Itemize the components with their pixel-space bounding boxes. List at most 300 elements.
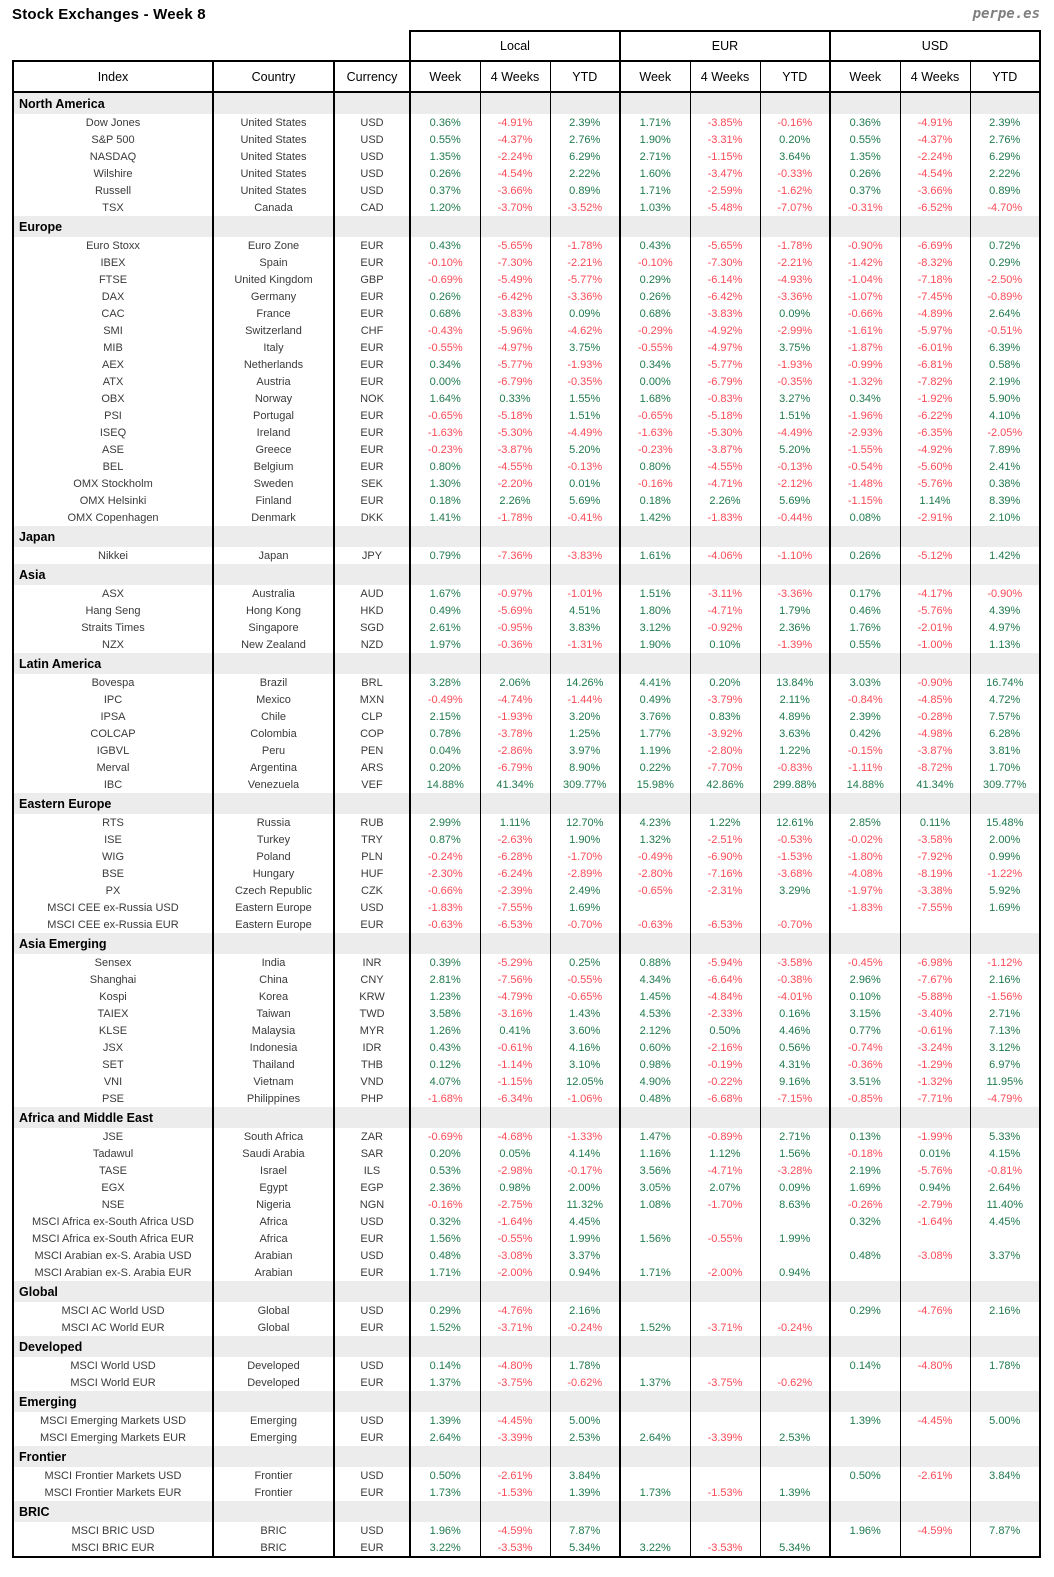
value-cell: 13.84% (760, 674, 830, 691)
currency-cell: EUR (334, 1484, 410, 1501)
section-filler (970, 933, 1040, 954)
index-cell: PSE (13, 1090, 213, 1107)
currency-cell: EUR (334, 916, 410, 933)
value-cell: -3.58% (900, 831, 970, 848)
value-cell: -0.90% (900, 674, 970, 691)
value-cell: -3.36% (760, 288, 830, 305)
section-filler (213, 526, 334, 547)
section-filler (410, 1446, 480, 1467)
value-cell: -2.21% (550, 254, 620, 271)
value-cell: -4.68% (480, 1128, 550, 1145)
value-cell: -2.75% (480, 1196, 550, 1213)
country-cell: Israel (213, 1162, 334, 1179)
section-filler (970, 1107, 1040, 1128)
index-cell: FTSE (13, 271, 213, 288)
index-cell: MSCI Frontier Markets USD (13, 1467, 213, 1484)
value-cell: -6.64% (690, 971, 760, 988)
value-cell: -0.41% (550, 509, 620, 526)
value-cell: -1.83% (830, 899, 900, 916)
section-filler (620, 564, 690, 585)
table-row (13, 1522, 1040, 1539)
section-filler (550, 1107, 620, 1128)
index-cell: SMI (13, 322, 213, 339)
value-cell: 0.20% (410, 1145, 480, 1162)
section-filler (900, 1391, 970, 1412)
value-cell: 1.69% (550, 899, 620, 916)
value-cell: -4.37% (480, 131, 550, 148)
table-row (13, 1264, 1040, 1281)
value-cell (620, 1213, 690, 1230)
value-cell: -8.19% (900, 865, 970, 882)
value-cell: -0.54% (830, 458, 900, 475)
value-cell: 0.26% (410, 165, 480, 182)
value-cell: -2.50% (970, 271, 1040, 288)
value-cell: -8.32% (900, 254, 970, 271)
section-label: Africa and Middle East (13, 1107, 213, 1128)
index-cell: TASE (13, 1162, 213, 1179)
value-cell: 1.56% (620, 1230, 690, 1247)
value-cell (760, 1247, 830, 1264)
currency-cell: CLP (334, 708, 410, 725)
table-row (13, 971, 1040, 988)
value-cell: -6.79% (690, 373, 760, 390)
value-cell: 3.05% (620, 1179, 690, 1196)
section-filler (760, 653, 830, 674)
country-cell: Egypt (213, 1179, 334, 1196)
value-cell: 1.71% (620, 114, 690, 131)
value-cell: 1.20% (410, 199, 480, 216)
value-cell: 1.39% (410, 1412, 480, 1429)
value-cell: 3.83% (550, 619, 620, 636)
country-cell: Austria (213, 373, 334, 390)
group-header-eur: EUR (620, 31, 830, 61)
value-cell: -1.93% (480, 708, 550, 725)
value-cell: -5.77% (480, 356, 550, 373)
value-cell: 15.48% (970, 814, 1040, 831)
value-cell (830, 1264, 900, 1281)
value-cell: -1.44% (550, 691, 620, 708)
currency-cell: CNY (334, 971, 410, 988)
section-filler (830, 653, 900, 674)
section-filler (410, 564, 480, 585)
value-cell: 1.32% (620, 831, 690, 848)
index-cell: RTS (13, 814, 213, 831)
value-cell: 4.07% (410, 1073, 480, 1090)
section-filler (830, 216, 900, 237)
value-cell: 3.22% (410, 1539, 480, 1557)
value-cell: -1.33% (550, 1128, 620, 1145)
value-cell: 4.10% (970, 407, 1040, 424)
value-cell (830, 1319, 900, 1336)
table-row (13, 636, 1040, 653)
value-cell: -4.59% (480, 1522, 550, 1539)
table-row (13, 916, 1040, 933)
currency-cell: TWD (334, 1005, 410, 1022)
value-cell: 1.51% (760, 407, 830, 424)
section-filler (690, 1107, 760, 1128)
section-filler (480, 1107, 550, 1128)
value-cell: 0.83% (690, 708, 760, 725)
value-cell: 1.14% (900, 492, 970, 509)
value-cell: -1.63% (410, 424, 480, 441)
value-cell: 4.51% (550, 602, 620, 619)
value-cell: -4.91% (900, 114, 970, 131)
value-cell: 0.00% (410, 373, 480, 390)
section-filler (970, 564, 1040, 585)
value-cell: 0.43% (410, 237, 480, 254)
value-cell: -3.40% (900, 1005, 970, 1022)
value-cell: -1.53% (690, 1484, 760, 1501)
value-cell: -4.92% (690, 322, 760, 339)
section-filler (830, 92, 900, 114)
value-cell: 2.07% (690, 1179, 760, 1196)
index-cell: ASX (13, 585, 213, 602)
value-cell: 1.08% (620, 1196, 690, 1213)
value-cell: 1.96% (830, 1522, 900, 1539)
country-cell: Russia (213, 814, 334, 831)
brand-logo: perpe.es (972, 6, 1040, 22)
index-cell: MSCI Frontier Markets EUR (13, 1484, 213, 1501)
value-cell: 0.68% (410, 305, 480, 322)
value-cell: 0.50% (690, 1022, 760, 1039)
value-cell: -5.18% (480, 407, 550, 424)
value-cell: 2.00% (970, 831, 1040, 848)
value-cell: -1.39% (760, 636, 830, 653)
section-filler (760, 933, 830, 954)
section-row (13, 216, 1040, 237)
value-cell: 4.97% (970, 619, 1040, 636)
value-cell: -1.56% (970, 988, 1040, 1005)
table-row (13, 759, 1040, 776)
value-cell: 11.40% (970, 1196, 1040, 1213)
table-row (13, 1467, 1040, 1484)
table-row (13, 131, 1040, 148)
country-cell: Germany (213, 288, 334, 305)
value-cell: 0.11% (900, 814, 970, 831)
value-cell: 5.00% (970, 1412, 1040, 1429)
stock-exchanges-table (12, 30, 1041, 1558)
section-filler (213, 216, 334, 237)
value-cell: -1.61% (830, 322, 900, 339)
country-cell: New Zealand (213, 636, 334, 653)
value-cell: -1.62% (760, 182, 830, 199)
value-cell: 0.49% (410, 602, 480, 619)
value-cell: -0.99% (830, 356, 900, 373)
value-cell: 4.41% (620, 674, 690, 691)
section-filler (480, 92, 550, 114)
section-row (13, 92, 1040, 114)
country-cell: Euro Zone (213, 237, 334, 254)
country-cell: Japan (213, 547, 334, 564)
value-cell: -0.83% (760, 759, 830, 776)
section-filler (213, 1501, 334, 1522)
section-filler (550, 1391, 620, 1412)
value-cell: -0.36% (830, 1056, 900, 1073)
table-row (13, 1196, 1040, 1213)
section-filler (410, 933, 480, 954)
section-row (13, 1501, 1040, 1522)
column-header: 4 Weeks (690, 61, 760, 92)
value-cell (900, 916, 970, 933)
value-cell: -1.63% (620, 424, 690, 441)
value-cell: 3.58% (410, 1005, 480, 1022)
value-cell: 42.86% (690, 776, 760, 793)
currency-cell: EUR (334, 339, 410, 356)
value-cell: -1.10% (760, 547, 830, 564)
value-cell: 2.49% (550, 882, 620, 899)
value-cell: -4.17% (900, 585, 970, 602)
table-row (13, 424, 1040, 441)
value-cell: 2.06% (480, 674, 550, 691)
section-filler (410, 1336, 480, 1357)
value-cell: -3.39% (690, 1429, 760, 1446)
section-filler (760, 526, 830, 547)
value-cell: 0.48% (620, 1090, 690, 1107)
table-row (13, 407, 1040, 424)
section-row (13, 1281, 1040, 1302)
value-cell: 2.64% (970, 1179, 1040, 1196)
value-cell: -3.83% (690, 305, 760, 322)
value-cell: 0.50% (410, 1467, 480, 1484)
value-cell: 4.89% (760, 708, 830, 725)
value-cell: -4.85% (900, 691, 970, 708)
value-cell: -6.34% (480, 1090, 550, 1107)
value-cell: -0.13% (550, 458, 620, 475)
index-cell: Merval (13, 759, 213, 776)
index-cell: IGBVL (13, 742, 213, 759)
value-cell: -2.21% (760, 254, 830, 271)
value-cell: -5.76% (900, 475, 970, 492)
section-filler (334, 526, 410, 547)
value-cell: 0.09% (550, 305, 620, 322)
value-cell: -2.80% (620, 865, 690, 882)
value-cell: -0.16% (760, 114, 830, 131)
section-row (13, 793, 1040, 814)
section-filler (410, 653, 480, 674)
table-row (13, 1022, 1040, 1039)
value-cell: -6.14% (690, 271, 760, 288)
section-filler (213, 793, 334, 814)
index-cell: MSCI Africa ex-South Africa USD (13, 1213, 213, 1230)
index-cell: MSCI Africa ex-South Africa EUR (13, 1230, 213, 1247)
value-cell: -0.24% (550, 1319, 620, 1336)
currency-cell: INR (334, 954, 410, 971)
value-cell: -4.54% (480, 165, 550, 182)
currency-cell: EUR (334, 1319, 410, 1336)
table-row (13, 492, 1040, 509)
value-cell: 1.60% (620, 165, 690, 182)
value-cell: -0.24% (760, 1319, 830, 1336)
section-filler (690, 1281, 760, 1302)
value-cell (760, 1467, 830, 1484)
value-cell: -3.75% (690, 1374, 760, 1391)
value-cell: -0.69% (410, 271, 480, 288)
value-cell: 0.80% (410, 458, 480, 475)
value-cell: -0.74% (830, 1039, 900, 1056)
value-cell: -1.53% (760, 848, 830, 865)
value-cell: 3.81% (970, 742, 1040, 759)
section-filler (334, 1501, 410, 1522)
value-cell: -1.31% (550, 636, 620, 653)
currency-cell: EUR (334, 424, 410, 441)
value-cell: 5.33% (970, 1128, 1040, 1145)
value-cell: 2.36% (410, 1179, 480, 1196)
value-cell: 1.22% (760, 742, 830, 759)
currency-cell: SGD (334, 619, 410, 636)
value-cell: -4.71% (690, 1162, 760, 1179)
section-label: Asia Emerging (13, 933, 213, 954)
section-filler (213, 1446, 334, 1467)
section-filler (760, 1391, 830, 1412)
value-cell: 0.34% (410, 356, 480, 373)
country-cell: Italy (213, 339, 334, 356)
country-cell: Saudi Arabia (213, 1145, 334, 1162)
currency-cell: USD (334, 1247, 410, 1264)
table-row (13, 899, 1040, 916)
value-cell: -2.80% (690, 742, 760, 759)
value-cell: 1.61% (620, 547, 690, 564)
index-cell: NZX (13, 636, 213, 653)
group-header-usd: USD (830, 31, 1040, 61)
country-cell: United States (213, 131, 334, 148)
value-cell: 0.80% (620, 458, 690, 475)
currency-cell: USD (334, 165, 410, 182)
section-filler (480, 564, 550, 585)
country-cell: Australia (213, 585, 334, 602)
value-cell: 1.71% (410, 1264, 480, 1281)
index-cell: PSI (13, 407, 213, 424)
value-cell: -5.30% (480, 424, 550, 441)
section-label: BRIC (13, 1501, 213, 1522)
value-cell: -4.93% (760, 271, 830, 288)
value-cell: -7.30% (690, 254, 760, 271)
table-row (13, 373, 1040, 390)
value-cell: -2.00% (480, 1264, 550, 1281)
value-cell: -5.97% (900, 322, 970, 339)
section-filler (900, 793, 970, 814)
value-cell: -5.77% (690, 356, 760, 373)
value-cell: 0.17% (830, 585, 900, 602)
value-cell: -0.95% (480, 619, 550, 636)
index-cell: NASDAQ (13, 148, 213, 165)
value-cell: -4.54% (900, 165, 970, 182)
section-filler (970, 793, 1040, 814)
value-cell: 0.32% (410, 1213, 480, 1230)
value-cell: -4.59% (900, 1522, 970, 1539)
value-cell: -7.56% (480, 971, 550, 988)
table-row (13, 390, 1040, 407)
value-cell (760, 1213, 830, 1230)
value-cell: 6.28% (970, 725, 1040, 742)
value-cell: 1.42% (620, 509, 690, 526)
value-cell: 0.36% (830, 114, 900, 131)
value-cell: -4.97% (480, 339, 550, 356)
value-cell: -0.49% (410, 691, 480, 708)
column-header: Currency (334, 61, 410, 92)
index-cell: CAC (13, 305, 213, 322)
table-row (13, 1319, 1040, 1336)
section-filler (620, 92, 690, 114)
table-row (13, 1539, 1040, 1557)
section-label: Emerging (13, 1391, 213, 1412)
section-filler (620, 216, 690, 237)
page-title: Stock Exchanges - Week 8 (12, 6, 206, 23)
value-cell: 5.92% (970, 882, 1040, 899)
currency-cell: USD (334, 182, 410, 199)
country-cell: China (213, 971, 334, 988)
value-cell: 1.64% (410, 390, 480, 407)
section-filler (970, 1446, 1040, 1467)
value-cell: -0.85% (830, 1090, 900, 1107)
section-filler (334, 793, 410, 814)
currency-cell: ILS (334, 1162, 410, 1179)
value-cell: -2.89% (550, 865, 620, 882)
value-cell: -3.52% (550, 199, 620, 216)
section-label: Japan (13, 526, 213, 547)
section-filler (334, 653, 410, 674)
section-filler (620, 1391, 690, 1412)
value-cell: -2.05% (970, 424, 1040, 441)
country-cell: BRIC (213, 1539, 334, 1557)
value-cell: -0.44% (760, 509, 830, 526)
country-cell: Eastern Europe (213, 899, 334, 916)
value-cell: 1.97% (410, 636, 480, 653)
section-filler (900, 216, 970, 237)
value-cell: -6.28% (480, 848, 550, 865)
value-cell: -4.45% (480, 1412, 550, 1429)
value-cell: 3.97% (550, 742, 620, 759)
value-cell: -4.91% (480, 114, 550, 131)
index-cell: MSCI World USD (13, 1357, 213, 1374)
value-cell: 0.60% (620, 1039, 690, 1056)
value-cell: -4.92% (900, 441, 970, 458)
value-cell: -1.29% (900, 1056, 970, 1073)
value-cell: -6.01% (900, 339, 970, 356)
section-filler (970, 1336, 1040, 1357)
value-cell: -0.51% (970, 322, 1040, 339)
country-cell: Vietnam (213, 1073, 334, 1090)
value-cell: -3.53% (480, 1539, 550, 1557)
section-filler (550, 526, 620, 547)
country-cell: Belgium (213, 458, 334, 475)
section-filler (830, 793, 900, 814)
value-cell: 1.96% (410, 1522, 480, 1539)
value-cell: -1.78% (550, 237, 620, 254)
country-cell: Sweden (213, 475, 334, 492)
table-row (13, 725, 1040, 742)
value-cell: -3.68% (760, 865, 830, 882)
section-filler (334, 216, 410, 237)
column-header: YTD (760, 61, 830, 92)
value-cell: -0.97% (480, 585, 550, 602)
section-filler (213, 1107, 334, 1128)
section-filler (690, 793, 760, 814)
value-cell: 4.90% (620, 1073, 690, 1090)
value-cell: -0.69% (410, 1128, 480, 1145)
table-row (13, 114, 1040, 131)
value-cell: 4.15% (970, 1145, 1040, 1162)
currency-cell: JPY (334, 547, 410, 564)
value-cell: 2.11% (760, 691, 830, 708)
value-cell: 1.35% (830, 148, 900, 165)
value-cell: -1.55% (830, 441, 900, 458)
value-cell: -6.68% (690, 1090, 760, 1107)
value-cell: -0.23% (620, 441, 690, 458)
index-cell: VNI (13, 1073, 213, 1090)
value-cell: -0.62% (760, 1374, 830, 1391)
value-cell: 8.90% (550, 759, 620, 776)
currency-cell: EUR (334, 1539, 410, 1557)
